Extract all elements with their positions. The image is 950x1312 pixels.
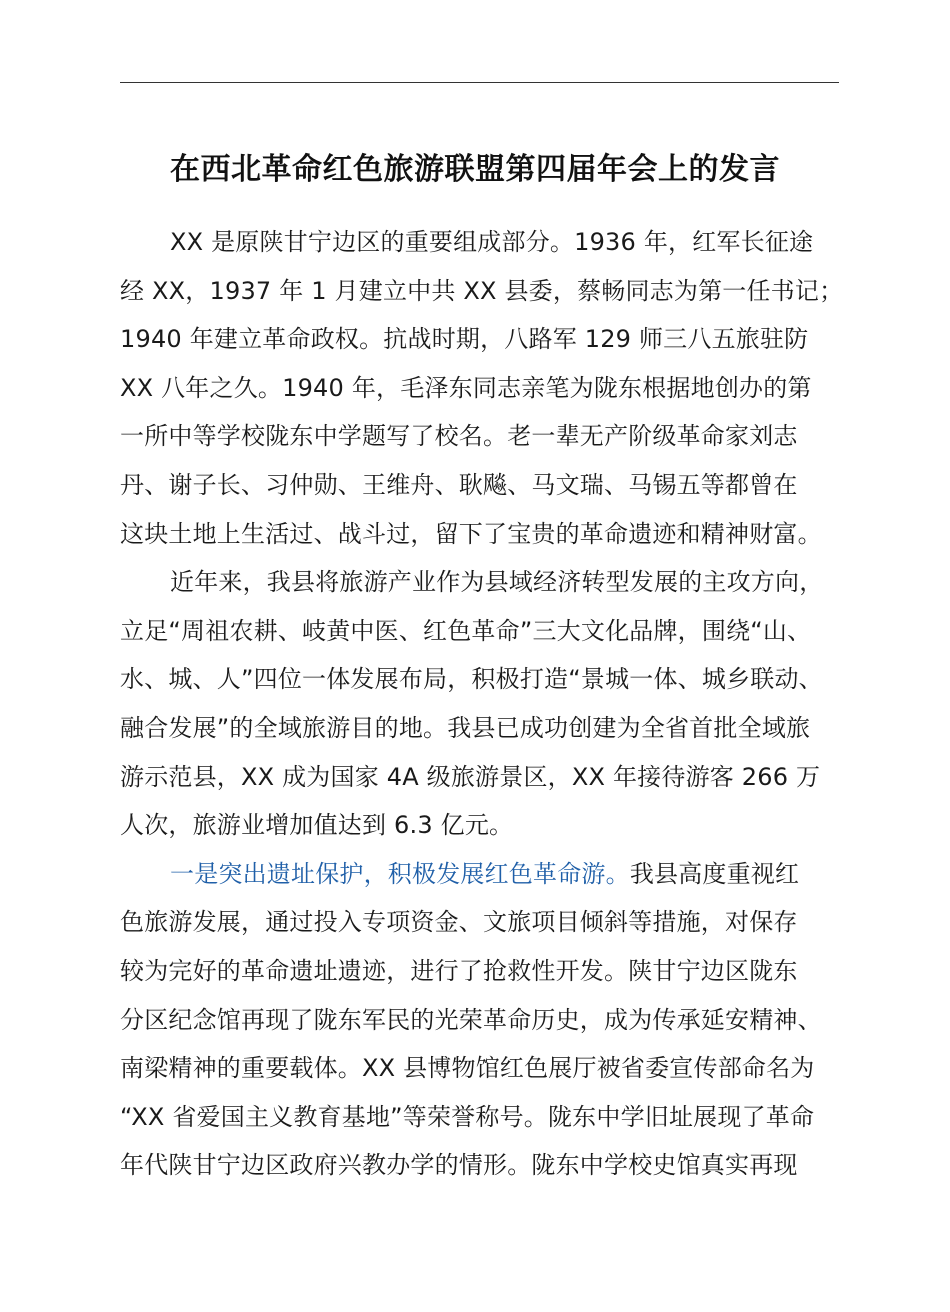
- paragraph-tourism: [120, 558, 850, 850]
- text-line: “XX 省爱国主义教育基地”等荣誉称号。陇东中学旧址展现了革命: [120, 1102, 815, 1131]
- text-line: 人次，旅游业增加值达到 6.3 亿元。: [120, 811, 514, 840]
- text-line: 丹、谢子长、习仲勋、王维舟、耿飚、马文瑞、马锡五等都曾在: [120, 470, 798, 499]
- text-line: 分区纪念馆再现了陇东军民的光荣革命历史，成为传承延安精神、: [120, 1005, 822, 1034]
- text-line: 立足“周祖农耕、岐黄中医、红色革命”三大文化品牌，围绕“山、: [120, 616, 812, 645]
- text-line: 近年来，我县将旅游产业作为县域经济转型发展的主攻方向，: [170, 568, 824, 597]
- text-line: XX 是原陕甘宁边区的重要组成部分。1936 年，红军长征途: [170, 228, 814, 256]
- text-line: XX 八年之久。1940 年，毛泽东同志亲笔为陇东根据地创办的第: [120, 373, 812, 402]
- paragraph-site-protection: [120, 850, 850, 1190]
- text-line: 较为完好的革命遗址遗迹，进行了抢救性开发。陕甘宁边区陇东: [120, 956, 798, 985]
- text-line: 南梁精神的重要载体。XX 县博物馆红色展厅被省委宣传部命名为: [120, 1054, 815, 1083]
- text-line: 水、城、人”四位一体发展布局，积极打造“景城一体、城乡联动、: [120, 665, 823, 694]
- text-line: [120, 850, 850, 899]
- paragraph-history: [120, 218, 850, 558]
- text-line: 游示范县，XX 成为国家 4A 级旅游景区，XX 年接待游客 266 万: [120, 762, 821, 791]
- document-body: [120, 218, 850, 1190]
- text-line: 1940 年建立革命政权。抗战时期，八路军 129 师三八五旅驻防: [120, 325, 809, 354]
- section-heading-highlight: 一是突出遗址保护，积极发展红色革命游。: [170, 859, 630, 888]
- document-title: 在西北革命红色旅游联盟第四届年会上的发言: [170, 152, 780, 187]
- text-line: 年代陕甘宁边区政府兴教办学的情形。陇东中学校史馆真实再现: [120, 1151, 798, 1180]
- text-line: 融合发展”的全域旅游目的地。我县已成功创建为全省首批全域旅: [120, 713, 811, 742]
- text-line-rest: 我县高度重视红: [629, 859, 800, 888]
- text-line: 经 XX，1937 年 1 月建立中共 XX 县委，蔡畅同志为第一任书记；: [120, 276, 844, 305]
- text-line: 这块土地上生活过、战斗过，留下了宝贵的革命遗迹和精神财富。: [120, 519, 822, 548]
- header-rule: [120, 82, 839, 83]
- text-line: 一所中等学校陇东中学题写了校名。老一辈无产阶级革命家刘志: [120, 422, 798, 451]
- text-line: 色旅游发展，通过投入专项资金、文旅项目倾斜等措施，对保存: [120, 908, 798, 937]
